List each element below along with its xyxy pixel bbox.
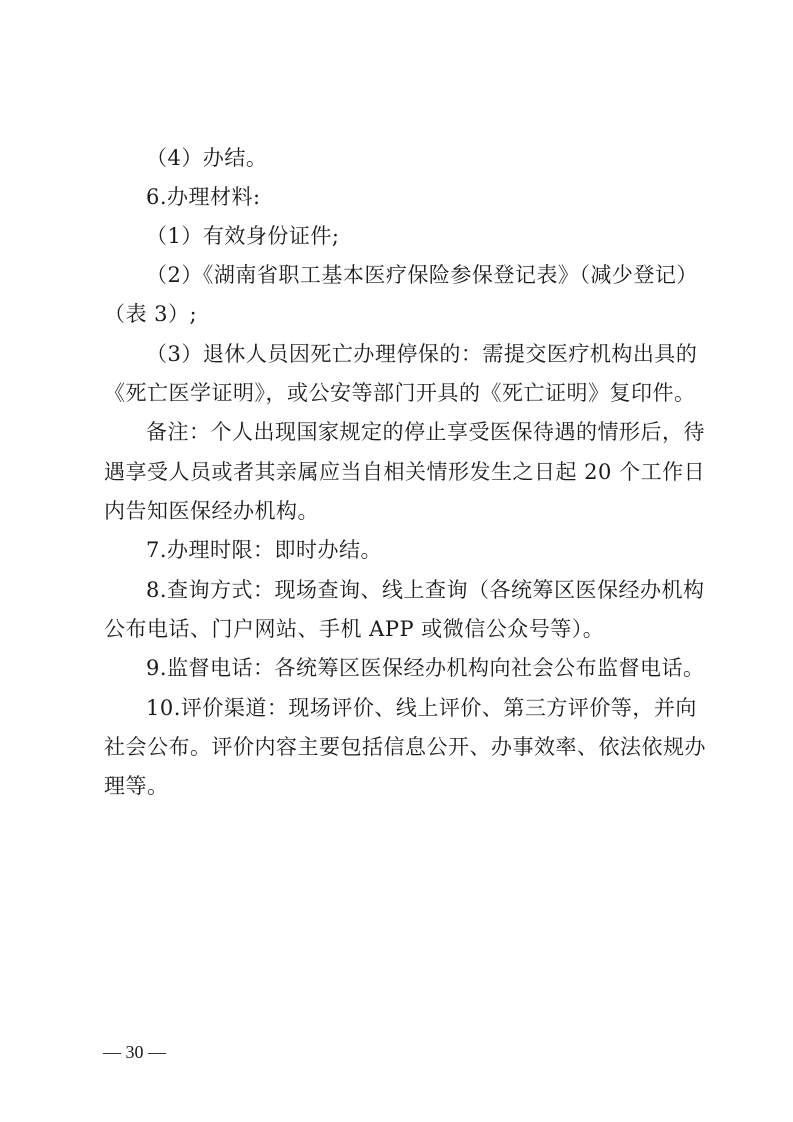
- text-line-12: 8.查询方式：现场查询、线上查询（各统筹区医保经办机构: [146, 578, 705, 602]
- text-line-10: 内告知医保经办机构。: [104, 499, 319, 523]
- text-line-7: 《死亡医学证明》，或公安等部门开具的《死亡证明》复印件。: [104, 381, 696, 405]
- text-line-2: 6.办理材料:: [146, 185, 261, 209]
- text-line-6: （3）退休人员因死亡办理停保的：需提交医疗机构出具的: [146, 342, 698, 366]
- text-line-13: 公布电话、门户网站、手机 APP 或微信公众号等）。: [104, 617, 605, 641]
- text-line-4: （2）《湖南省职工基本医疗保险参保登记表》（减少登记）: [146, 263, 698, 287]
- text-line-11: 7.办理时限：即时办结。: [146, 538, 383, 562]
- page-number: — 30 —: [103, 1042, 166, 1062]
- text-line-8: 备注：个人出现国家规定的停止享受医保待遇的情形后，待: [146, 420, 705, 444]
- text-line-3: （1）有效身份证件;: [146, 224, 340, 248]
- text-line-14: 9.监督电话：各统筹区医保经办机构向社会公布监督电话。: [146, 656, 705, 680]
- text-line-15: 10.评价渠道：现场评价、线上评价、第三方评价等，并向: [146, 696, 697, 720]
- text-line-1: （4）办结。: [146, 146, 268, 170]
- text-line-5: （表 3）;: [104, 302, 198, 326]
- text-line-17: 理等。: [104, 774, 169, 798]
- text-line-9: 遇享受人员或者其亲属应当自相关情形发生之日起 20 个工作日: [104, 460, 706, 484]
- text-line-16: 社会公布。评价内容主要包括信息公开、办事效率、依法依规办: [104, 735, 706, 759]
